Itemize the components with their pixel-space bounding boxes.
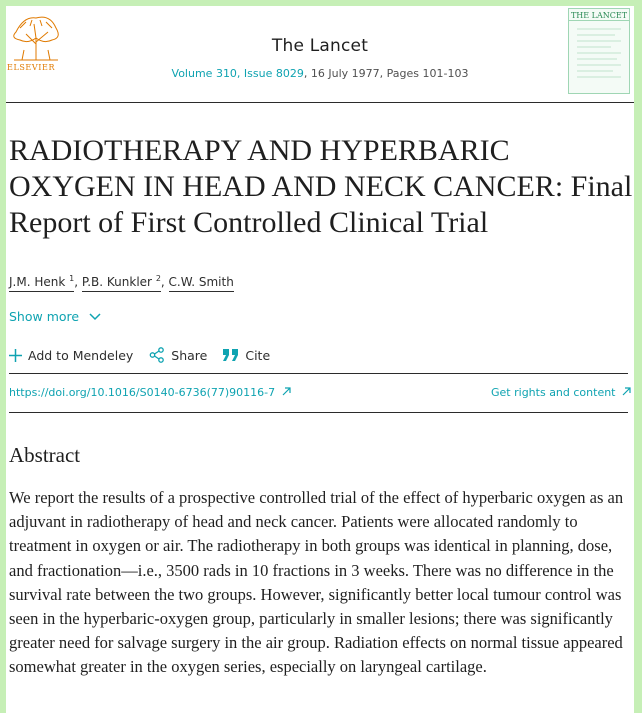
- quote-icon: [223, 349, 239, 362]
- issue-link[interactable]: Volume 310, Issue 8029: [171, 67, 304, 80]
- divider: [9, 412, 628, 413]
- article-header: [6, 6, 634, 103]
- author-smith[interactable]: [169, 275, 234, 292]
- article-actions: [9, 347, 286, 363]
- issue-details: , 16 July 1977, Pages 101-103: [303, 67, 469, 80]
- author-name: J.M. Henk: [9, 275, 66, 289]
- issue-info: [6, 67, 634, 80]
- share-icon: [149, 347, 165, 363]
- author-name: C.W. Smith: [168, 275, 234, 289]
- author-list: J.M. Henk $^1$, P.B. Kunkler $^2$, C.W. Smith: [9, 274, 234, 289]
- journal-cover-image[interactable]: [568, 8, 630, 94]
- share-label: Share: [171, 347, 208, 363]
- rights-link[interactable]: [491, 386, 631, 399]
- cover-title: THE LANCET: [570, 11, 628, 20]
- article-page: [6, 6, 634, 713]
- cite-label: Cite: [245, 347, 271, 363]
- author-affiliation-ref: 1: [69, 274, 75, 283]
- author-affiliation-ref: 2: [155, 274, 161, 283]
- elsevier-wordmark: ELSEVIER: [7, 63, 56, 72]
- external-link-icon: [622, 387, 631, 396]
- add-to-mendeley-button[interactable]: [9, 348, 133, 363]
- external-link-icon: [282, 387, 291, 396]
- abstract-text: We report the results of a prospective controlled trial of the effect of hyperbaric oxygen as an adjuvant in radiotherapy of head and neck cancer. Patients were allocated randomly to treatment in oxygen or air. The radiotherapy in both groups was identical in planning, dose, and fractionation—i.e., 3500 rads in 10 fractions in 3 weeks. There was no difference in the survival rate between the two groups. However, significantly better local tumour control was seen in the hyperbaric-oxygen group, particularly in smaller lesions; there was significantly greater need for salvage surgery in the air group. Radiation effects on normal tissue appeared somewhat greater in the oxygen series, especially on laryngeal cartilage.: [9, 488, 624, 677]
- share-button[interactable]: [149, 347, 207, 363]
- show-more-label: Show more: [9, 309, 80, 324]
- journal-title[interactable]: The Lancet: [271, 36, 369, 56]
- author-name: P.B. Kunkler: [81, 275, 152, 289]
- doi-link[interactable]: [9, 386, 291, 399]
- author-henk[interactable]: [9, 275, 74, 292]
- author-kunkler[interactable]: [82, 275, 161, 292]
- rights-text: Get rights and content: [491, 386, 616, 399]
- add-to-mendeley-label: Add to Mendeley: [28, 347, 134, 363]
- show-more-button[interactable]: [9, 309, 101, 324]
- divider: [9, 373, 628, 374]
- doi-text: https://doi.org/10.1016/S0140-6736(77)90116-7: [9, 386, 276, 399]
- cite-button[interactable]: [223, 348, 270, 363]
- abstract-heading: Abstract: [9, 443, 81, 467]
- article-title: RADIOTHERAPY AND HYPERBARIC OXYGEN IN HEAD AND NECK CANCER: Final Report of First Controlled Clinical Trial: [9, 134, 633, 239]
- plus-icon: [9, 349, 22, 362]
- chevron-down-icon: [89, 313, 101, 321]
- cover-text-lines-icon: [575, 25, 623, 87]
